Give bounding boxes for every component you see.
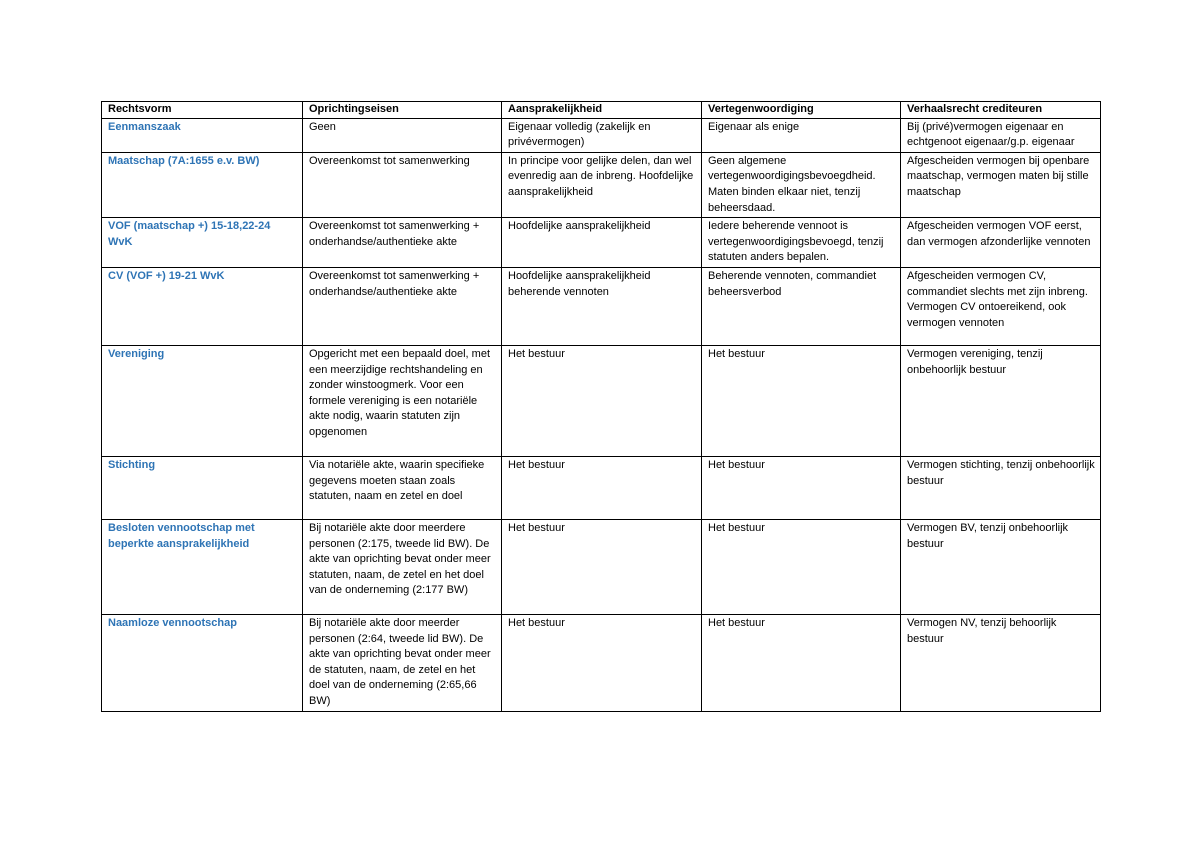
- cell-vertegenwoordiging: Het bestuur: [702, 456, 901, 519]
- cell-verhaalsrecht: Vermogen NV, tenzij behoorlijk bestuur: [901, 614, 1101, 711]
- cell-verhaalsrecht: Bij (privé)vermogen eigenaar en echtgenoot eigenaar/g.p. eigenaar: [901, 118, 1101, 152]
- cell-aansprakelijkheid: Hoofdelijke aansprakelijkheid beherende vennoten: [502, 267, 702, 345]
- table-row: [102, 456, 1101, 519]
- cell-aansprakelijkheid: In principe voor gelijke delen, dan wel evenredig aan de inbreng. Hoofdelijke aansprakelijkheid: [502, 152, 702, 217]
- table-row: [102, 152, 1101, 217]
- header-aansprakelijkheid: Aansprakelijkheid: [502, 102, 702, 119]
- table-row: [102, 345, 1101, 456]
- table-row: [102, 614, 1101, 711]
- header-oprichtingseisen: Oprichtingseisen: [303, 102, 502, 119]
- cell-vertegenwoordiging: Het bestuur: [702, 345, 901, 456]
- cell-verhaalsrecht: Vermogen BV, tenzij onbehoorlijk bestuur: [901, 519, 1101, 614]
- cell-oprichtingseisen: Via notariële akte, waarin specifieke gegevens moeten staan zoals statuten, naam en zetel en doel: [303, 456, 502, 519]
- cell-oprichtingseisen: Bij notariële akte door meerdere personen (2:175, tweede lid BW). De akte van oprichting bevat onder meer statuten, naam, de zetel en het doel van de onderneming (2:177 BW): [303, 519, 502, 614]
- cell-vertegenwoordiging: Iedere beherende vennoot is vertegenwoordigingsbevoegd, tenzij statuten anders bepalen.: [702, 218, 901, 268]
- cell-rechtsvorm: Maatschap (7A:1655 e.v. BW): [102, 152, 303, 217]
- header-vertegenwoordiging: Vertegenwoordiging: [702, 102, 901, 119]
- table-row: [102, 519, 1101, 614]
- cell-aansprakelijkheid: Eigenaar volledig (zakelijk en privévermogen): [502, 118, 702, 152]
- header-verhaalsrecht: Verhaalsrecht crediteuren: [901, 102, 1101, 119]
- table-row: [102, 118, 1101, 152]
- table-header-row: [102, 102, 1101, 119]
- cell-oprichtingseisen: Overeenkomst tot samenwerking: [303, 152, 502, 217]
- cell-aansprakelijkheid: Het bestuur: [502, 519, 702, 614]
- cell-verhaalsrecht: Vermogen stichting, tenzij onbehoorlijk bestuur: [901, 456, 1101, 519]
- cell-oprichtingseisen: Bij notariële akte door meerder personen (2:64, tweede lid BW). De akte van oprichting bevat onder meer de statuten, naam, de zetel en het doel van de onderneming (2:65,66 BW): [303, 614, 502, 711]
- cell-vertegenwoordiging: Het bestuur: [702, 519, 901, 614]
- cell-rechtsvorm: Eenmanszaak: [102, 118, 303, 152]
- cell-verhaalsrecht: Afgescheiden vermogen VOF eerst, dan vermogen afzonderlijke vennoten: [901, 218, 1101, 268]
- cell-oprichtingseisen: Opgericht met een bepaald doel, met een meerzijdige rechtshandeling en zonder winstoogmerk. Voor een formele vereniging is een notariële akte nodig, waarin statuten zijn opgenomen: [303, 345, 502, 456]
- cell-oprichtingseisen: Overeenkomst tot samenwerking + onderhandse/authentieke akte: [303, 267, 502, 345]
- cell-rechtsvorm: Vereniging: [102, 345, 303, 456]
- cell-verhaalsrecht: Afgescheiden vermogen bij openbare maatschap, vermogen maten bij stille maatschap: [901, 152, 1101, 217]
- cell-rechtsvorm: VOF (maatschap +) 15-18,22-24 WvK: [102, 218, 303, 268]
- cell-oprichtingseisen: Geen: [303, 118, 502, 152]
- cell-vertegenwoordiging: Geen algemene vertegenwoordigingsbevoegdheid. Maten binden elkaar niet, tenzij beheersdaad.: [702, 152, 901, 217]
- rechtsvormen-table: [101, 101, 1101, 712]
- table-row: [102, 218, 1101, 268]
- cell-rechtsvorm: CV (VOF +) 19-21 WvK: [102, 267, 303, 345]
- cell-vertegenwoordiging: Het bestuur: [702, 614, 901, 711]
- cell-rechtsvorm: Besloten vennootschap met beperkte aansprakelijkheid: [102, 519, 303, 614]
- cell-aansprakelijkheid: Het bestuur: [502, 456, 702, 519]
- cell-oprichtingseisen: Overeenkomst tot samenwerking + onderhandse/authentieke akte: [303, 218, 502, 268]
- cell-verhaalsrecht: Vermogen vereniging, tenzij onbehoorlijk bestuur: [901, 345, 1101, 456]
- cell-rechtsvorm: Stichting: [102, 456, 303, 519]
- cell-vertegenwoordiging: Beherende vennoten, commandiet beheersverbod: [702, 267, 901, 345]
- cell-aansprakelijkheid: Het bestuur: [502, 614, 702, 711]
- cell-vertegenwoordiging: Eigenaar als enige: [702, 118, 901, 152]
- cell-aansprakelijkheid: Het bestuur: [502, 345, 702, 456]
- cell-verhaalsrecht: Afgescheiden vermogen CV, commandiet slechts met zijn inbreng. Vermogen CV ontoereikend, ook vermogen vennoten: [901, 267, 1101, 345]
- header-rechtsvorm: Rechtsvorm: [102, 102, 303, 119]
- table-row: [102, 267, 1101, 345]
- cell-rechtsvorm: Naamloze vennootschap: [102, 614, 303, 711]
- cell-aansprakelijkheid: Hoofdelijke aansprakelijkheid: [502, 218, 702, 268]
